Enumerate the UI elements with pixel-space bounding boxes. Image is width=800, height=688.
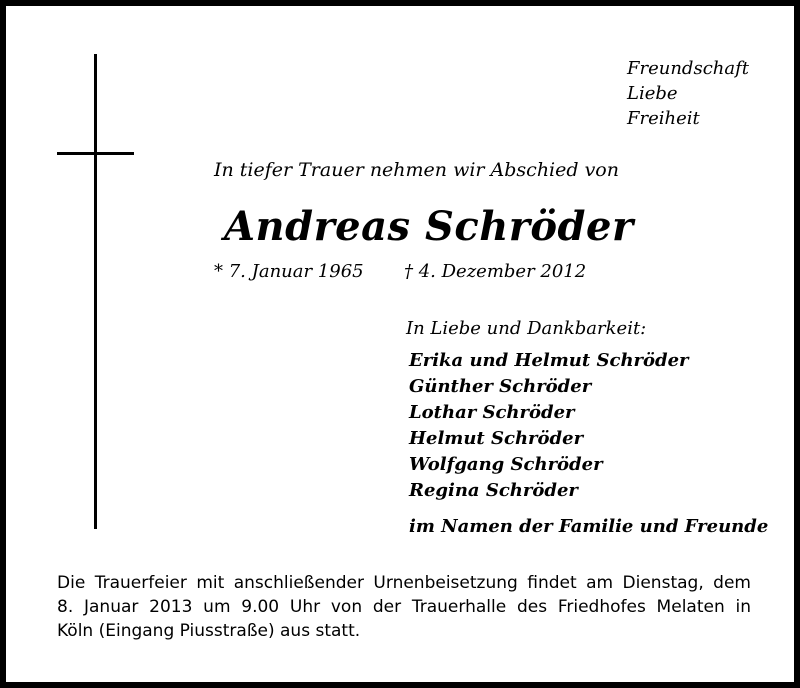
- motto: [627, 56, 749, 131]
- intro-text: In tiefer Trauer nehmen wir Abschied von: [214, 159, 619, 181]
- ceremony-details: [57, 571, 751, 643]
- birth-date: * 7. Januar 1965: [214, 261, 364, 282]
- mourner-name: Helmut Schröder: [409, 428, 584, 449]
- mourner-name: Regina Schröder: [409, 480, 578, 501]
- motto-line: Freiheit: [627, 108, 700, 129]
- ceremony-line: 8. Januar 2013 um 9.00 Uhr von der Trauerhalle des Friedhofes Melaten in: [57, 597, 751, 617]
- mourners-list: [409, 348, 689, 504]
- ceremony-line: Die Trauerfeier mit anschließender Urnenbeisetzung findet am Dienstag, dem: [57, 573, 751, 593]
- mourner-name: Wolfgang Schröder: [409, 454, 603, 475]
- motto-line: Liebe: [627, 83, 678, 104]
- deceased-name: Andreas Schröder: [224, 203, 634, 250]
- cross-icon: [94, 54, 97, 529]
- mourner-name: Lothar Schröder: [409, 402, 575, 423]
- motto-line: Freundschaft: [627, 58, 749, 79]
- death-date: † 4. Dezember 2012: [404, 261, 587, 282]
- gratitude-line: In Liebe und Dankbarkeit:: [406, 318, 647, 339]
- cross-icon-crossbar: [57, 152, 134, 155]
- family-line: im Namen der Familie und Freunde: [409, 516, 769, 537]
- ceremony-line: Köln (Eingang Piusstraße) aus statt.: [57, 621, 361, 641]
- mourner-name: Günther Schröder: [409, 376, 592, 397]
- mourner-name: Erika und Helmut Schröder: [409, 350, 689, 371]
